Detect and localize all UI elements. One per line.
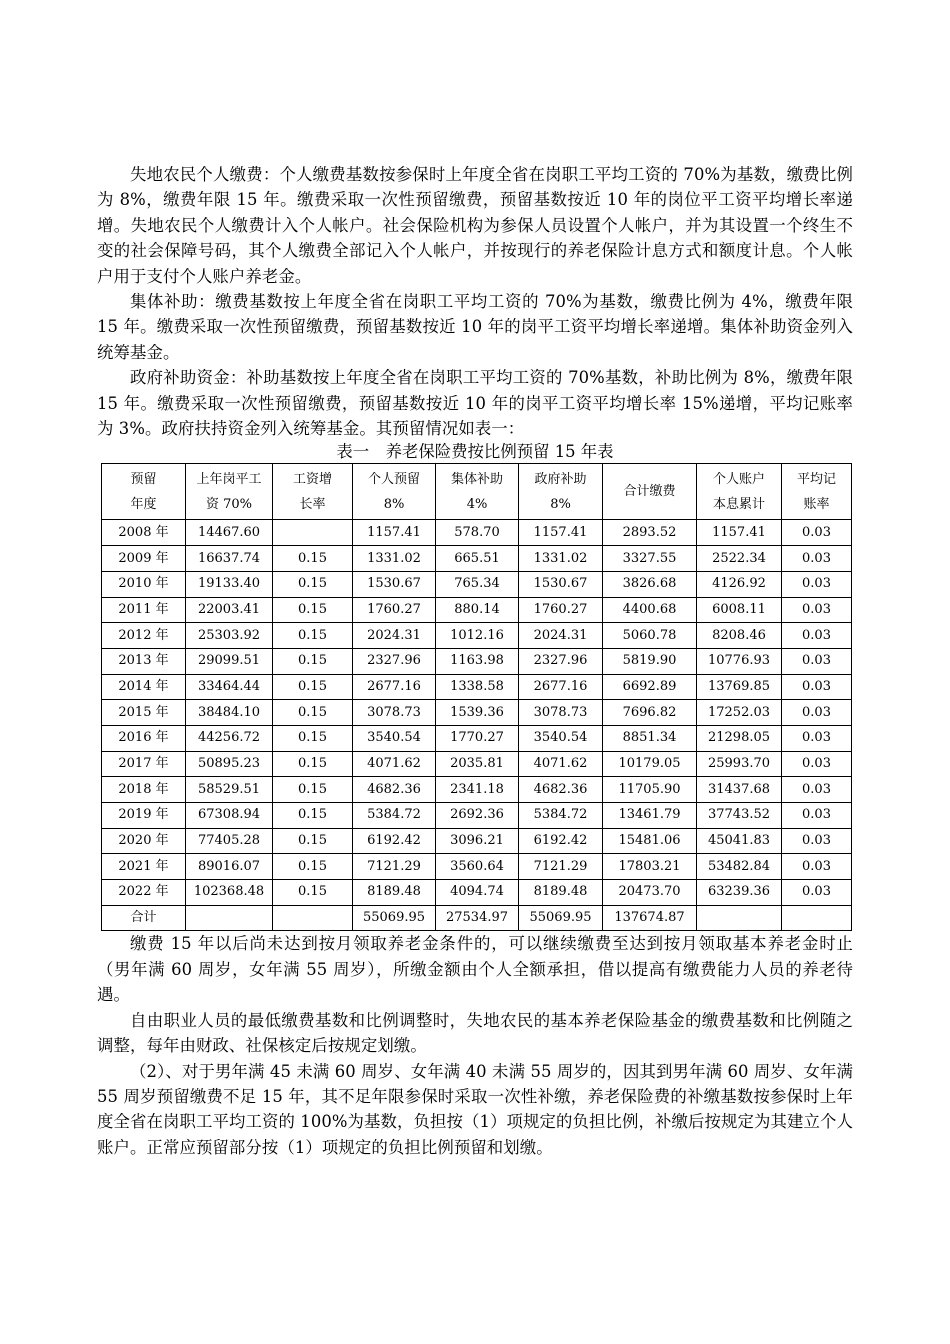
document-page: [97, 162, 853, 1160]
table-cell: 4071.62: [353, 751, 436, 777]
table-header-cell: [353, 464, 436, 520]
table-cell: 1760.27: [353, 597, 436, 623]
table-cell: [782, 905, 852, 931]
table-cell: 21298.05: [697, 725, 782, 751]
top-paragraphs: [97, 162, 853, 441]
table-cell: 1760.27: [519, 597, 603, 623]
table-caption: 表一 养老保险费按比例预留 15 年表: [336, 442, 614, 462]
table-row: [102, 854, 852, 880]
table-row: [102, 648, 852, 674]
table-cell: 0.03: [782, 597, 852, 623]
table-cell: 4682.36: [353, 777, 436, 803]
table-cell: 3078.73: [519, 700, 603, 726]
table-header-cell: [782, 464, 852, 520]
table-header-line: 合计缴费: [623, 484, 676, 500]
table-cell: 14467.60: [186, 520, 273, 546]
table-cell: 2013 年: [102, 648, 186, 674]
table-cell: 5819.90: [603, 648, 697, 674]
table-cell: 4682.36: [519, 777, 603, 803]
table-cell: 50895.23: [186, 751, 273, 777]
table-cell: 31437.68: [697, 777, 782, 803]
pension-reserve-table: [101, 463, 852, 931]
table-cell: 2019 年: [102, 803, 186, 829]
table-cell: 22003.41: [186, 597, 273, 623]
table-row: [102, 725, 852, 751]
paragraph-supplementary-payment: （2）、对于男年满 45 未满 60 周岁、女年满 40 未满 55 周岁的，因其到男年满 60 周岁、女年满 55 周岁预留缴费不足 15 年，其不足年限参保时采取一次性补缴，养老保险费的补缴基数按参保时上年度全省在岗职工平均工资的 100%为基数，负担按（1）项规定的负担比例，补缴后按规定为其建立个人账户。正常应预留部分按（1）项规定的负担比例预留和划缴。: [97, 1061, 853, 1157]
table-cell: 67308.94: [186, 803, 273, 829]
table-row: [102, 777, 852, 803]
table-cell: 3540.54: [519, 725, 603, 751]
paragraph-personal-contribution: 失地农民个人缴费：个人缴费基数按参保时上年度全省在岗职工平均工资的 70%为基数，缴费比例为 8%，缴费年限 15 年。缴费采取一次性预留缴费，预留基数按近 10 年的岗位平工资平均增长率递增。失地农民个人缴费计入个人帐户。社会保险机构为参保人员设置个人帐户，并为其设置一个终生不变的社会保障号码，其个人缴费全部记入个人帐户，并按现行的养老保险计息方式和额度计息。个人帐户用于支付个人账户养老金。: [97, 165, 853, 286]
table-cell: 4126.92: [697, 571, 782, 597]
table-cell: 25993.70: [697, 751, 782, 777]
bottom-paragraphs: [97, 931, 853, 1160]
table-cell: 2014 年: [102, 674, 186, 700]
table-cell: 765.34: [436, 571, 519, 597]
table-cell: 2011 年: [102, 597, 186, 623]
table-header-line: 8%: [383, 496, 405, 512]
table-cell: 2018 年: [102, 777, 186, 803]
table-cell: 0.15: [273, 854, 353, 880]
table-cell: 3540.54: [353, 725, 436, 751]
table-cell: 58529.51: [186, 777, 273, 803]
table-cell: 2522.34: [697, 546, 782, 572]
table-cell: 0.03: [782, 674, 852, 700]
paragraph-government-subsidy: 政府补助资金：补助基数按上年度全省在岗职工平均工资的 70%基数，补助比例为 8%，缴费年限 15 年。缴费采取一次性预留缴费，预留基数按近 10 年的岗平工资平均增长率 15%递增，平均记账率为 3%。政府扶持资金列入统筹基金。其预留情况如表一：: [97, 368, 853, 439]
table-header-line: 年度: [130, 496, 157, 512]
table-header-cell: [697, 464, 782, 520]
table-row: [102, 520, 852, 546]
table-cell: 2341.18: [436, 777, 519, 803]
table-cell: 8189.48: [353, 880, 436, 906]
table-cell: 0.15: [273, 725, 353, 751]
table-cell: 8208.46: [697, 623, 782, 649]
table-row: [102, 623, 852, 649]
table-cell: 8189.48: [519, 880, 603, 906]
table-cell: 1157.41: [697, 520, 782, 546]
table-cell: 2015 年: [102, 700, 186, 726]
table-cell: 0.03: [782, 571, 852, 597]
table-cell: 0.03: [782, 803, 852, 829]
table-cell: 7121.29: [519, 854, 603, 880]
table-cell: 33464.44: [186, 674, 273, 700]
table-cell: 3560.64: [436, 854, 519, 880]
table-row: [102, 905, 852, 931]
table-cell: 4400.68: [603, 597, 697, 623]
table-cell: 1530.67: [353, 571, 436, 597]
table-cell: 1530.67: [519, 571, 603, 597]
table-cell: 665.51: [436, 546, 519, 572]
table-header-line: 政府补助: [534, 471, 587, 487]
table-cell: 1770.27: [436, 725, 519, 751]
table-header-line: 4%: [466, 496, 488, 512]
table-cell: 3096.21: [436, 828, 519, 854]
table-row: [102, 546, 852, 572]
table-row: [102, 674, 852, 700]
table-cell: 2327.96: [519, 648, 603, 674]
table-cell: 0.03: [782, 700, 852, 726]
table-cell: 0.15: [273, 546, 353, 572]
table-cell: 1539.36: [436, 700, 519, 726]
table-cell: 6692.89: [603, 674, 697, 700]
table-cell: 2893.52: [603, 520, 697, 546]
table-header-cell: [436, 464, 519, 520]
table-cell: 5384.72: [353, 803, 436, 829]
table-cell: 6192.42: [519, 828, 603, 854]
table-header-line: 预留: [130, 471, 157, 487]
table-row: [102, 571, 852, 597]
table-cell: 10776.93: [697, 648, 782, 674]
table-cell: 1338.58: [436, 674, 519, 700]
table-cell: 2008 年: [102, 520, 186, 546]
table-cell: 2017 年: [102, 751, 186, 777]
table-header-line: 上年岗平工: [196, 471, 262, 487]
table-cell: 2009 年: [102, 546, 186, 572]
table-cell: 37743.52: [697, 803, 782, 829]
table-cell: 5384.72: [519, 803, 603, 829]
table-cell: 15481.06: [603, 828, 697, 854]
table-cell: 63239.36: [697, 880, 782, 906]
table-cell: 137674.87: [603, 905, 697, 931]
table-cell: 0.15: [273, 803, 353, 829]
table-cell: 2024.31: [519, 623, 603, 649]
table-cell: 0.03: [782, 546, 852, 572]
table-cell: 0.03: [782, 854, 852, 880]
table-cell: 0.03: [782, 725, 852, 751]
table-cell: 0.15: [273, 674, 353, 700]
table-row: [102, 880, 852, 906]
table-cell: 1331.02: [353, 546, 436, 572]
table-cell: 0.15: [273, 571, 353, 597]
table-cell: 2035.81: [436, 751, 519, 777]
table-cell: 0.03: [782, 880, 852, 906]
table-header-line: 账率: [803, 496, 830, 512]
table-cell: 2677.16: [519, 674, 603, 700]
table-header-line: 个人预留: [367, 471, 420, 487]
table-cell: 17252.03: [697, 700, 782, 726]
table-cell: 2012 年: [102, 623, 186, 649]
table-cell: 1331.02: [519, 546, 603, 572]
table-header-line: 平均记: [796, 471, 836, 487]
table-cell: 0.03: [782, 751, 852, 777]
table-row: [102, 597, 852, 623]
table-cell: 7696.82: [603, 700, 697, 726]
table-header-cell: [186, 464, 273, 520]
table-row: [102, 700, 852, 726]
table-cell: 13769.85: [697, 674, 782, 700]
table-cell: [186, 905, 273, 931]
table-cell: 16637.74: [186, 546, 273, 572]
table-cell: 102368.48: [186, 880, 273, 906]
table-cell: 2020 年: [102, 828, 186, 854]
table-cell: 0.15: [273, 700, 353, 726]
table-cell: 11705.90: [603, 777, 697, 803]
table-cell: 1163.98: [436, 648, 519, 674]
table-header-row: [102, 464, 852, 520]
table-cell: 0.03: [782, 623, 852, 649]
table-cell: 0.03: [782, 777, 852, 803]
table-cell: 77405.28: [186, 828, 273, 854]
table-cell: 1157.41: [353, 520, 436, 546]
table-header-line: 本息累计: [712, 496, 765, 512]
table-cell: 8851.34: [603, 725, 697, 751]
table-cell: 0.15: [273, 648, 353, 674]
table-cell: 0.15: [273, 828, 353, 854]
table-header-line: 资 70%: [205, 496, 253, 512]
table-header-cell: [102, 464, 186, 520]
table-cell: 89016.07: [186, 854, 273, 880]
table-cell: 合计: [102, 905, 186, 931]
table-row: [102, 751, 852, 777]
table-cell: 53482.84: [697, 854, 782, 880]
table-cell: 4094.74: [436, 880, 519, 906]
table-row: [102, 803, 852, 829]
table-cell: 5060.78: [603, 623, 697, 649]
table-cell: 3078.73: [353, 700, 436, 726]
table-cell: 29099.51: [186, 648, 273, 674]
table-cell: 2016 年: [102, 725, 186, 751]
table-cell: 880.14: [436, 597, 519, 623]
table-cell: 2327.96: [353, 648, 436, 674]
table-cell: 17803.21: [603, 854, 697, 880]
table-cell: 25303.92: [186, 623, 273, 649]
table-cell: 0.03: [782, 648, 852, 674]
table-cell: 2010 年: [102, 571, 186, 597]
table-cell: 0.03: [782, 828, 852, 854]
table-cell: 7121.29: [353, 854, 436, 880]
table-row: [102, 828, 852, 854]
table-cell: 45041.83: [697, 828, 782, 854]
table-cell: 1157.41: [519, 520, 603, 546]
table-cell: 27534.97: [436, 905, 519, 931]
table-cell: 0.15: [273, 751, 353, 777]
table-header-line: 工资增: [292, 471, 332, 487]
table-cell: 6192.42: [353, 828, 436, 854]
table-header-line: 长率: [299, 496, 326, 512]
table-cell: 2677.16: [353, 674, 436, 700]
table-header-cell: [519, 464, 603, 520]
table-cell: 38484.10: [186, 700, 273, 726]
paragraph-adjustment: 自由职业人员的最低缴费基数和比例调整时，失地农民的基本养老保险基金的缴费基数和比例随之调整，每年由财政、社保核定后按规定划缴。: [97, 1010, 853, 1056]
table-cell: 10179.05: [603, 751, 697, 777]
table-cell: 578.70: [436, 520, 519, 546]
table-cell: 2692.36: [436, 803, 519, 829]
table-header-line: 8%: [550, 496, 571, 512]
table-cell: 44256.72: [186, 725, 273, 751]
table-header-line: 集体补助: [450, 471, 503, 487]
table-cell: 4071.62: [519, 751, 603, 777]
table-cell: 0.03: [782, 520, 852, 546]
table-header-line: 个人账户: [712, 471, 765, 487]
table-header-cell: [273, 464, 353, 520]
table-cell: 2022 年: [102, 880, 186, 906]
table-cell: [273, 520, 353, 546]
table-cell: 3327.55: [603, 546, 697, 572]
table-cell: 3826.68: [603, 571, 697, 597]
table-body: [102, 520, 852, 931]
table-cell: 6008.11: [697, 597, 782, 623]
table-header-cell: [603, 464, 697, 520]
table-cell: 0.15: [273, 880, 353, 906]
table-cell: 0.15: [273, 597, 353, 623]
table-cell: 55069.95: [519, 905, 603, 931]
table-cell: [273, 905, 353, 931]
table-cell: 2021 年: [102, 854, 186, 880]
table-cell: [697, 905, 782, 931]
table-cell: 1012.16: [436, 623, 519, 649]
paragraph-continued-contribution: 缴费 15 年以后尚未达到按月领取养老金条件的，可以继续缴费至达到按月领取基本养老金时止（男年满 60 周岁，女年满 55 周岁），所缴金额由个人全额承担，借以提高有缴费能力人员的养老待遇。: [97, 934, 853, 1005]
paragraph-collective-subsidy: 集体补助：缴费基数按上年度全省在岗职工平均工资的 70%为基数，缴费比例为 4%，缴费年限 15 年。缴费采取一次性预留缴费，预留基数按近 10 年的岗平工资平均增长率递增。集体补助资金列入统筹基金。: [97, 292, 853, 362]
table-cell: 20473.70: [603, 880, 697, 906]
table-cell: 19133.40: [186, 571, 273, 597]
table-cell: 55069.95: [353, 905, 436, 931]
table-cell: 0.15: [273, 623, 353, 649]
table-cell: 13461.79: [603, 803, 697, 829]
table-cell: 0.15: [273, 777, 353, 803]
table-cell: 2024.31: [353, 623, 436, 649]
